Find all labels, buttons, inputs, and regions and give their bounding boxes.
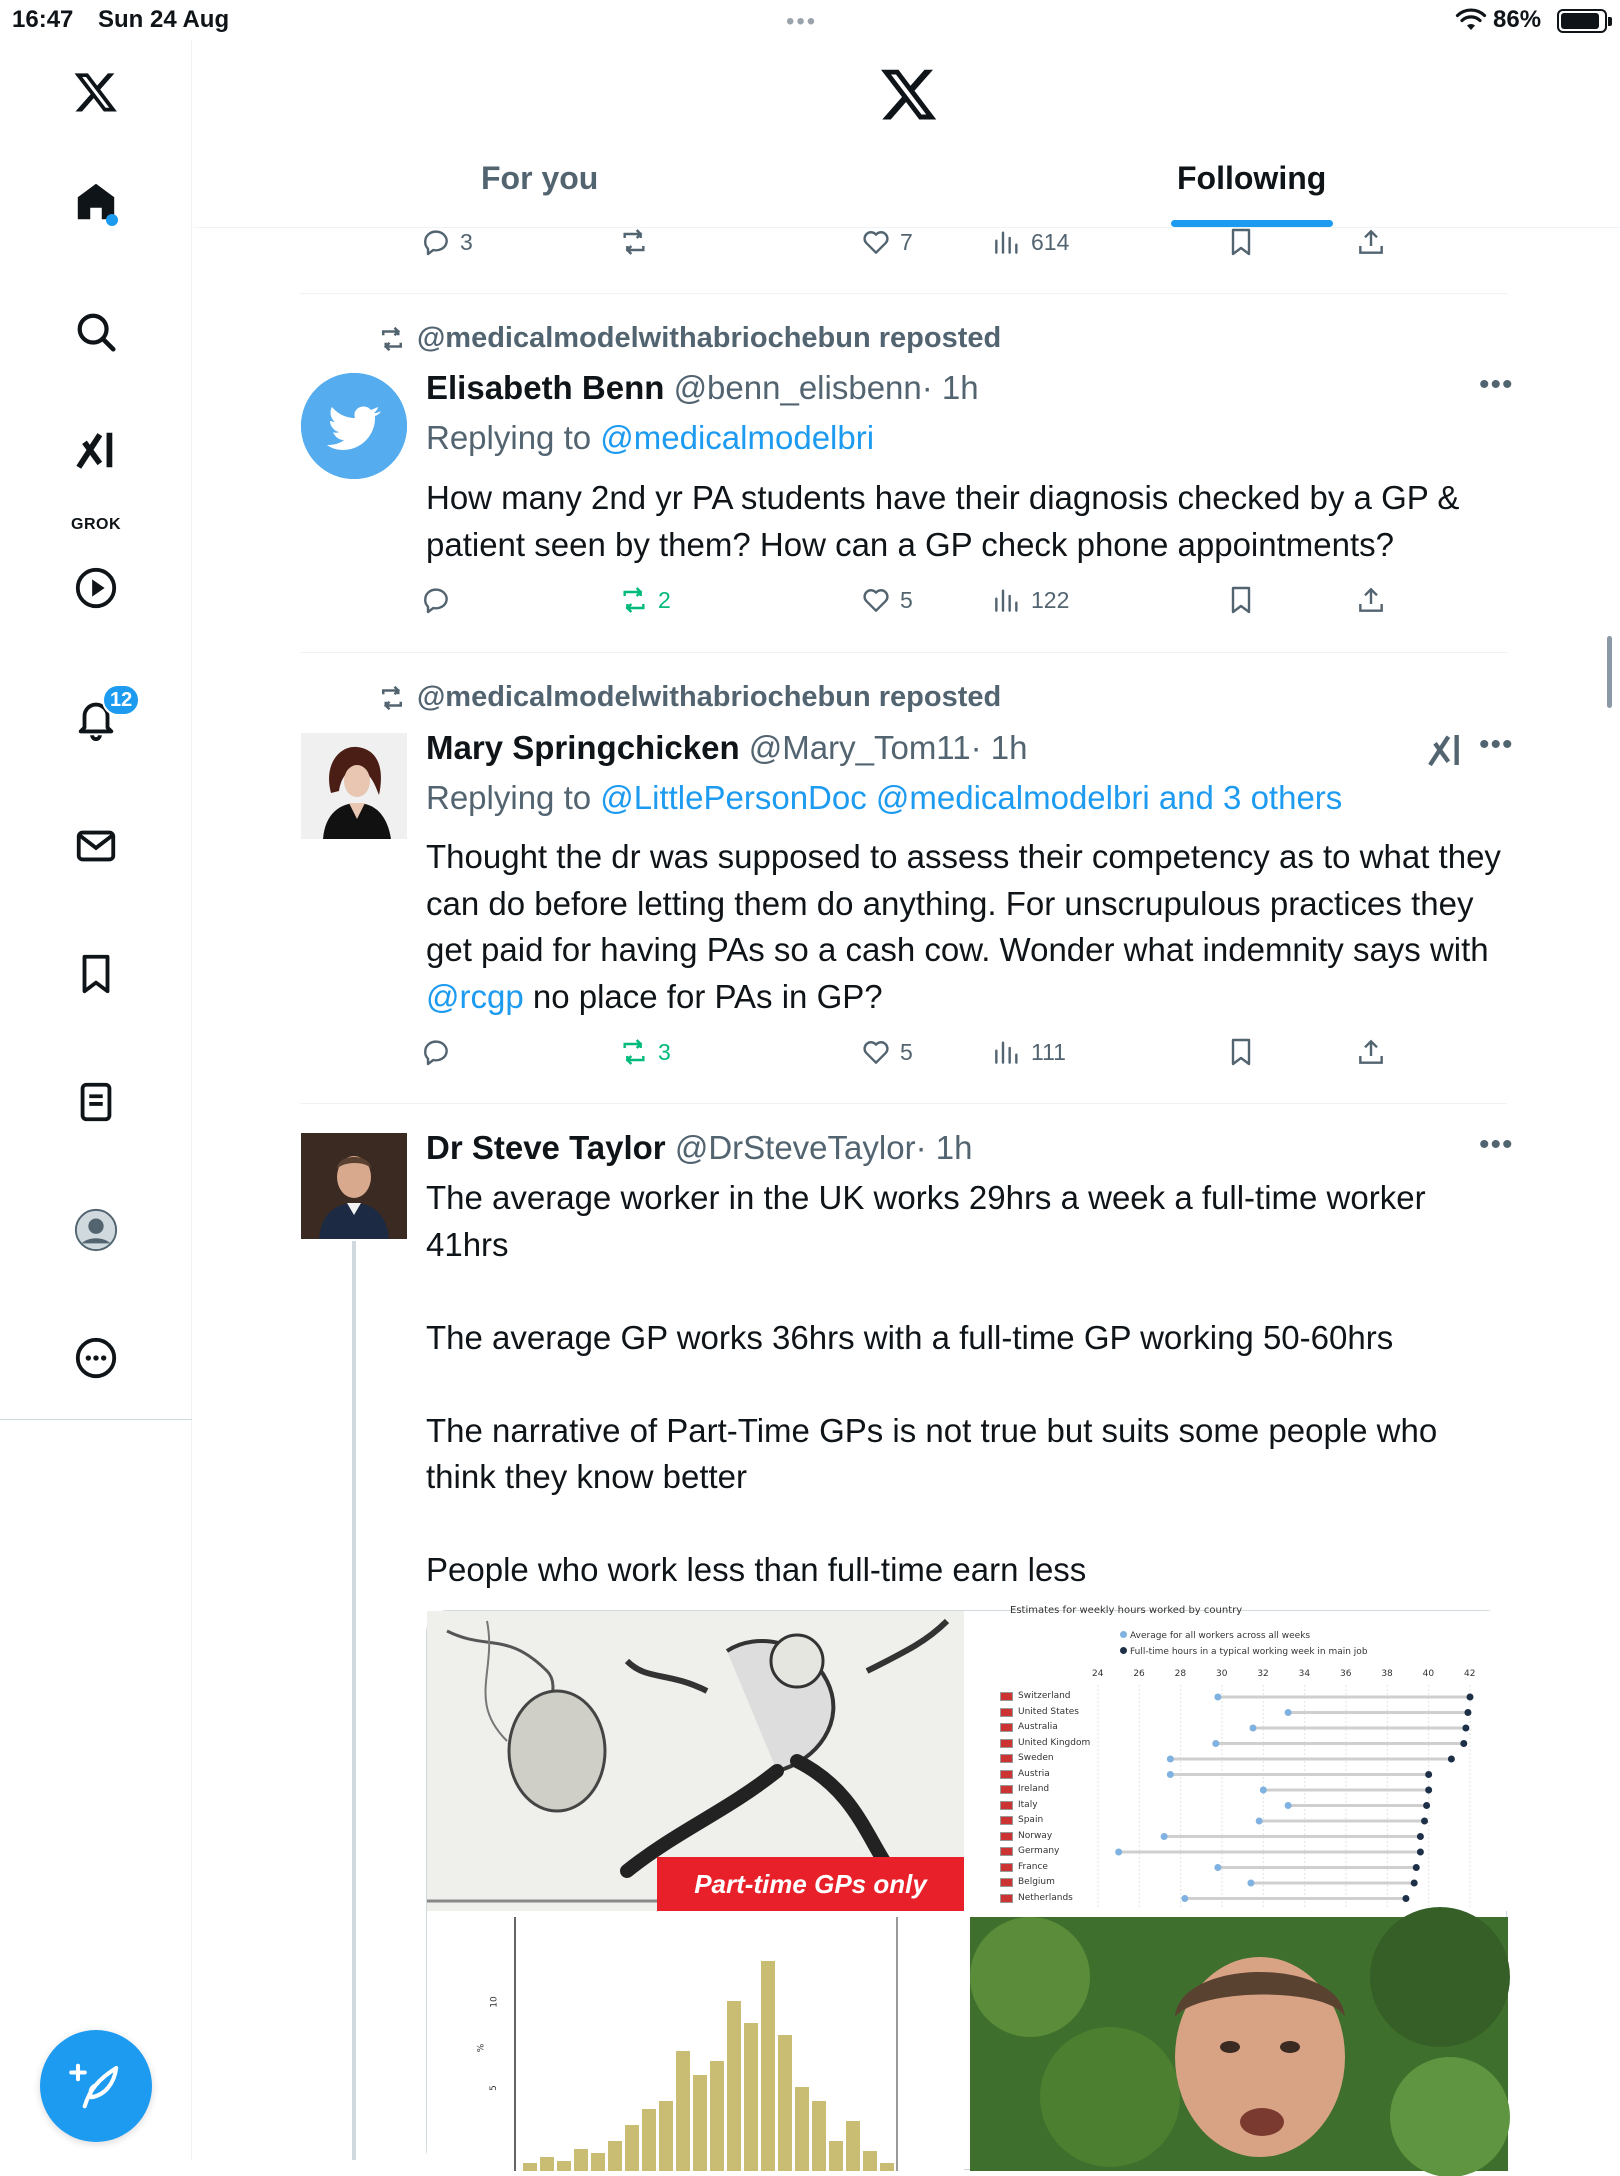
x-tick-label: 24 (1092, 1669, 1104, 1679)
average-point (1250, 1725, 1257, 1732)
post-paragraph: The average worker in the UK works 29hrs a week a full-time worker 41hrs (426, 1179, 1426, 1263)
like-count: 7 (900, 228, 913, 255)
media-cartoon-image[interactable] (427, 1611, 964, 1911)
thread-connector (352, 1241, 356, 2160)
share-button[interactable] (1355, 584, 1387, 616)
average-point (1214, 1694, 1221, 1701)
author-handle[interactable]: @DrSteveTaylor (674, 1129, 916, 1166)
country-label: United States (1018, 1706, 1079, 1717)
hist-tick: 10 (489, 1996, 500, 2008)
x-header-logo-icon[interactable] (879, 64, 939, 124)
average-point (1260, 1787, 1267, 1794)
views-count: 614 (1031, 228, 1070, 255)
country-label: Germany (1018, 1846, 1060, 1856)
reply-button[interactable] (420, 226, 473, 258)
bookmark-button[interactable] (1225, 584, 1257, 616)
histogram-bar (812, 2101, 826, 2171)
avatar[interactable] (301, 373, 407, 479)
battery-percent: 86% (1493, 6, 1542, 33)
x-tick-label: 30 (1216, 1669, 1228, 1679)
average-point (1285, 1709, 1292, 1716)
bookmark-icon (1225, 584, 1257, 616)
x-tick-label: 32 (1257, 1669, 1269, 1679)
post-text-body: Thought the dr was supposed to assess their competency as to what they can do before letting them do anything. For unscrupulous practices they get paid for having PAs so a cash cow. Wonder what indemnity says with (426, 838, 1501, 968)
x-tick-label: 34 (1298, 1669, 1311, 1679)
post-text (426, 1175, 1506, 1594)
wifi-icon (1456, 6, 1486, 34)
avatar[interactable] (301, 733, 407, 839)
media-video-still[interactable] (970, 1917, 1508, 2171)
repost-context (377, 681, 1001, 714)
share-button[interactable] (1355, 226, 1387, 258)
fulltime-point (1421, 1818, 1428, 1825)
country-label: Australia (1018, 1722, 1058, 1732)
views-button[interactable] (991, 226, 1069, 258)
x-tick-label: 26 (1133, 1669, 1145, 1679)
legend-label: Full-time hours in a typical working week in main job (1130, 1647, 1368, 1657)
views-chart-icon (991, 226, 1023, 258)
profile-avatar-icon[interactable] (70, 1204, 122, 1256)
heart-icon (860, 1036, 892, 1068)
multitask-dots-icon[interactable]: ••• (786, 8, 818, 35)
fulltime-point (1417, 1849, 1424, 1856)
post-divider (300, 1103, 1507, 1104)
average-point (1256, 1818, 1263, 1825)
like-button[interactable] (860, 584, 913, 616)
repost-button[interactable] (618, 226, 650, 258)
articles-icon[interactable] (70, 1076, 122, 1128)
repost-icon (377, 683, 407, 713)
histogram-bar (557, 2161, 571, 2171)
fulltime-point (1460, 1740, 1467, 1747)
fulltime-point (1413, 1864, 1420, 1871)
country-label: Spain (1018, 1815, 1044, 1825)
views-button[interactable] (991, 584, 1069, 616)
messages-envelope-icon[interactable] (70, 820, 122, 872)
country-label: Sweden (1018, 1753, 1054, 1763)
post-time[interactable]: · 1h (921, 369, 979, 406)
histogram-bar (846, 2121, 860, 2171)
grok-explain-icon[interactable] (1425, 730, 1465, 770)
histogram-bar (795, 2087, 809, 2171)
bookmark-icon (1225, 226, 1257, 258)
paragraph-gap (426, 1361, 1506, 1408)
average-point (1167, 1756, 1174, 1763)
reply-icon (420, 226, 452, 258)
mention-link[interactable]: @rcgp (426, 977, 524, 1015)
fulltime-point (1411, 1880, 1418, 1887)
replying-to-link[interactable]: @LittlePersonDoc @medicalmodelbri and 3 others (600, 779, 1343, 816)
paragraph-gap (426, 1268, 1506, 1315)
x-tick-label: 36 (1340, 1669, 1352, 1679)
media-dotplot-chart[interactable] (970, 1605, 1508, 1911)
reply-button[interactable] (420, 1036, 452, 1068)
histogram-svg (427, 1917, 964, 2171)
more-options-button[interactable]: ••• (1479, 368, 1514, 401)
author-name[interactable]: Elisabeth Benn (426, 369, 665, 406)
compose-post-button[interactable] (40, 2030, 152, 2142)
bookmark-icon (1225, 1036, 1257, 1068)
repost-icon (618, 584, 650, 616)
repost-icon (618, 226, 650, 258)
fulltime-point (1417, 1833, 1424, 1840)
compose-feather-icon (69, 2059, 123, 2113)
post-time[interactable]: · 1h (970, 729, 1028, 766)
hist-axis-label: % (476, 2043, 487, 2053)
like-count: 5 (900, 586, 913, 613)
histogram-bar (523, 2163, 537, 2171)
grok-icon[interactable] (70, 424, 122, 476)
media-histogram-image[interactable] (427, 1917, 964, 2171)
heart-icon (860, 584, 892, 616)
histogram-bar (778, 2035, 792, 2171)
grok-label: GROK (71, 516, 121, 533)
country-label: France (1018, 1861, 1048, 1872)
histogram-bar (574, 2149, 588, 2171)
fulltime-point (1425, 1771, 1432, 1778)
histogram-bar (744, 2023, 758, 2171)
chart-title: Estimates for weekly hours worked by country (1010, 1605, 1243, 1616)
histogram-bar (540, 2157, 554, 2171)
author-handle[interactable]: @benn_elisbenn (673, 369, 922, 406)
histogram-bar (727, 2001, 741, 2171)
profile-photo (301, 1133, 407, 1239)
post-divider (300, 652, 1507, 653)
country-label: Switzerland (1018, 1691, 1071, 1701)
more-options-icon[interactable] (70, 1332, 122, 1384)
average-point (1247, 1880, 1254, 1887)
author-line (426, 1129, 972, 1167)
cartoon-caption: Part-time GPs only (657, 1857, 964, 1911)
hist-tick: 5 (488, 2085, 499, 2091)
histogram-bar (863, 2151, 877, 2171)
country-label: Netherlands (1018, 1892, 1073, 1903)
histogram-bar (880, 2163, 894, 2171)
average-point (1212, 1740, 1219, 1747)
x-tick-label: 40 (1422, 1669, 1435, 1679)
views-count: 111 (1031, 1038, 1066, 1065)
more-options-button[interactable]: ••• (1479, 1128, 1514, 1161)
share-icon (1355, 1036, 1387, 1068)
post-paragraph: The average GP works 36hrs with a full-time GP working 50-60hrs (426, 1318, 1394, 1356)
fulltime-point (1448, 1756, 1455, 1763)
histogram-bar (591, 2153, 605, 2171)
battery-icon (1557, 9, 1607, 33)
views-count: 122 (1031, 586, 1070, 613)
x-tick-label: 38 (1381, 1669, 1393, 1679)
status-date: Sun 24 Aug (98, 6, 230, 33)
country-label: Italy (1018, 1799, 1038, 1810)
like-button[interactable] (860, 1036, 913, 1068)
histogram-bar (829, 2141, 843, 2171)
repost-count: 3 (658, 1038, 671, 1065)
reposted-by: @medicalmodelwithabriochebun reposted (417, 681, 1002, 713)
repost-count: 2 (658, 586, 671, 613)
tab-for-you[interactable]: For you (481, 160, 599, 196)
sidebar-divider (0, 1419, 192, 1420)
top-header (193, 40, 1620, 228)
bookmark-button[interactable] (1225, 226, 1257, 258)
notifications-badge: 12 (102, 684, 140, 716)
dotplot-svg (970, 1611, 1508, 1911)
status-bar (0, 0, 1620, 40)
country-label: Belgium (1018, 1877, 1055, 1887)
author-name[interactable]: Mary Springchicken (426, 729, 740, 766)
country-label: Norway (1018, 1830, 1053, 1841)
fulltime-point (1464, 1709, 1471, 1716)
x-logo-icon[interactable] (70, 66, 122, 118)
fulltime-point (1402, 1895, 1409, 1902)
average-point (1214, 1864, 1221, 1871)
default-bird-avatar-icon (301, 373, 407, 479)
sidebar-nav (0, 40, 192, 2160)
timeline-feed (193, 228, 1620, 2160)
views-button[interactable] (991, 1036, 1066, 1068)
post-paragraph: People who work less than full-time earn less (426, 1551, 1087, 1588)
like-count: 5 (900, 1038, 913, 1065)
avatar[interactable] (301, 1133, 407, 1239)
average-point (1167, 1771, 1174, 1778)
fulltime-point (1467, 1694, 1474, 1701)
paragraph-gap (426, 1501, 1506, 1548)
post-divider (300, 293, 1507, 294)
author-line (426, 369, 979, 407)
repost-button[interactable] (618, 584, 671, 616)
replying-to-link[interactable]: @medicalmodelbri (600, 419, 875, 456)
author-handle[interactable]: @Mary_Tom11 (748, 729, 971, 766)
post-time[interactable]: · 1h (915, 1129, 973, 1166)
replying-label: Replying to (426, 779, 592, 816)
repost-button[interactable] (618, 1036, 671, 1068)
replying-to-line (426, 419, 874, 457)
histogram-bar (608, 2141, 622, 2171)
repost-icon (377, 324, 407, 354)
histogram-bar (710, 2061, 724, 2171)
average-point (1285, 1802, 1292, 1809)
x-tick-label: 42 (1464, 1669, 1476, 1679)
author-line (426, 729, 1027, 767)
bookmark-button[interactable] (1225, 1036, 1257, 1068)
country-label: United Kingdom (1018, 1737, 1091, 1748)
post-text (426, 834, 1506, 1020)
bookmarks-icon[interactable] (70, 948, 122, 1000)
repost-icon (618, 1036, 650, 1068)
share-icon (1355, 226, 1387, 258)
average-point (1115, 1849, 1122, 1856)
reply-count: 3 (460, 228, 473, 255)
fulltime-point (1423, 1802, 1430, 1809)
views-chart-icon (991, 584, 1023, 616)
profile-photo (301, 733, 407, 839)
average-point (1161, 1833, 1168, 1840)
histogram-bar (642, 2109, 656, 2171)
histogram-bar (659, 2101, 673, 2171)
post-text-tail: no place for PAs in GP? (523, 977, 883, 1015)
share-button[interactable] (1355, 1036, 1387, 1068)
author-name[interactable]: Dr Steve Taylor (426, 1129, 666, 1166)
country-label: Ireland (1018, 1784, 1050, 1794)
fulltime-point (1462, 1725, 1469, 1732)
status-time: 16:47 (12, 6, 74, 33)
reposted-by: @medicalmodelwithabriochebun reposted (417, 322, 1002, 354)
like-button[interactable] (860, 226, 913, 258)
replying-label: Replying to (426, 419, 592, 456)
post-action-bar (425, 226, 1425, 266)
video-thumbnail (970, 1917, 1508, 2171)
reply-button[interactable] (420, 584, 452, 616)
post-action-bar (425, 1036, 1425, 1076)
post-media-grid[interactable] (426, 1605, 1507, 2170)
histogram-bar (761, 1961, 775, 2171)
views-chart-icon (991, 1036, 1023, 1068)
legend-label: Average for all workers across all weeks (1130, 1631, 1311, 1641)
share-icon (1355, 584, 1387, 616)
fulltime-point (1425, 1787, 1432, 1794)
replying-to-line (426, 779, 1342, 817)
average-point (1181, 1895, 1188, 1902)
more-options-button[interactable]: ••• (1479, 728, 1514, 761)
search-icon[interactable] (70, 306, 122, 358)
home-unread-dot (106, 214, 118, 226)
post-action-bar (425, 584, 1425, 624)
reply-icon (420, 1036, 452, 1068)
post-paragraph: The narrative of Part-Time GPs is not true but suits some people who think they know better (426, 1411, 1438, 1495)
post-text: How many 2nd yr PA students have their diagnosis checked by a GP & patient seen by them? How can a GP check phone appointments? (426, 479, 1460, 563)
repost-context (377, 322, 1001, 355)
video-play-icon[interactable] (70, 562, 122, 614)
histogram-bar (693, 2075, 707, 2171)
reply-icon (420, 584, 452, 616)
heart-icon (860, 226, 892, 258)
histogram-bar (625, 2125, 639, 2171)
country-label: Austria (1018, 1768, 1050, 1779)
x-tick-label: 28 (1174, 1669, 1187, 1679)
histogram-bar (676, 2051, 690, 2171)
tab-following[interactable]: Following (1177, 160, 1327, 196)
